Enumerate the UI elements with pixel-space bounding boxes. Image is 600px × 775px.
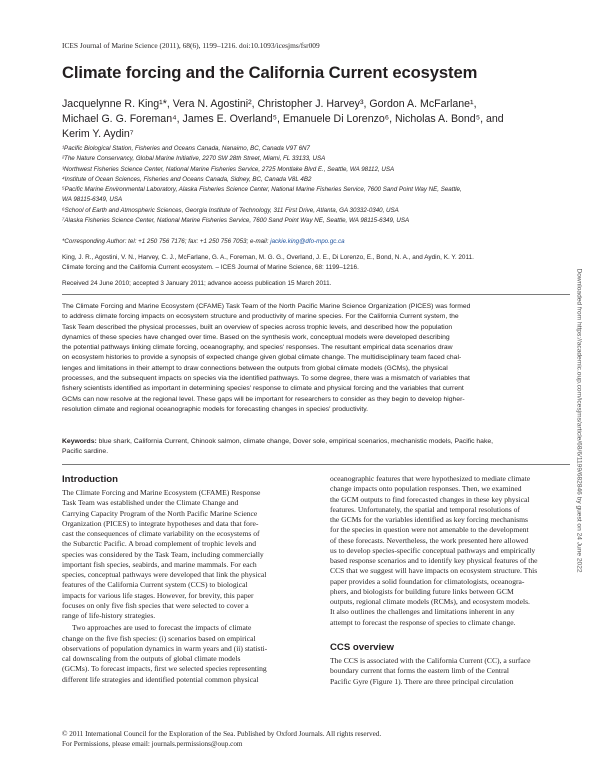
corresponding-email-link[interactable]: jackie.king@dfo-mpo.gc.ca <box>270 238 345 245</box>
body-line: Two approaches are used to forecast the impacts of climate <box>72 623 252 633</box>
body-line: features of the California Current system (CCS) to biological <box>62 580 248 590</box>
body-line: species, conceptual pathways were developed that link the physical <box>62 570 267 579</box>
body-line: focuses on only five fish species that were selected to cover a <box>62 600 249 610</box>
body-line: important fish species, seabirds, and marine mammals. For each <box>62 559 257 569</box>
body-line: the Subarctic Pacific. A broad complement of trophic levels and <box>62 539 257 549</box>
abstract-line: the potential pathways linking climate forcing, oceanography, and species' responses. The resultant empirical data scenarios draw <box>62 344 453 352</box>
corresponding-author-label: *Corresponding Author: tel: +1 250 756 7176; fax: +1 250 756 7053; e-mail: <box>62 238 271 245</box>
keywords-label: Keywords: <box>62 438 97 445</box>
body-line: The Climate Forcing and Marine Ecosystem (CFAME) Response <box>62 488 261 497</box>
body-line: observations of population dynamics in warm years and (ii) statisti- <box>62 643 268 653</box>
abstract-line: processes, and the subsequent impacts on species via the identified pathways. To some degree, there was a mismatch of variables that <box>62 375 470 383</box>
copyright-notice: © 2011 International Council for the Exploration of the Sea. Published by Oxford Journals. All rights reserved. <box>62 730 382 738</box>
author-list <box>62 97 547 142</box>
download-watermark-text: Downloaded from https://academic.oup.com/icesjms/article/68/6/1199/682846 by guest on 24 June 2022 <box>575 267 583 573</box>
citation-line: Climate forcing and the California Current ecosystem. – ICES Journal of Marine Science, 68: 1199–1216. <box>62 264 359 271</box>
body-line: CCS that we suggest will have impacts on ecosystem structure. This <box>330 566 538 576</box>
body-line: cal downscaling from the outputs of global climate models <box>62 654 241 663</box>
abstract-line: resolution climate and regional oceanographic models for forecasting changes in species' productivity. <box>62 405 369 413</box>
affiliation-line: ⁷Alaska Fisheries Science Center, National Marine Fisheries Service, 7600 Sand Point Way NE, Seattle, WA 98115-6349, USA <box>62 217 410 225</box>
body-line: the GCM outputs to find forecasted changes in these key physical <box>330 494 530 504</box>
body-line: based response scenarios and to identify key physical features of the <box>330 556 538 565</box>
body-line: Carrying Capacity Program of the North Pacific Marine Science <box>62 508 258 518</box>
introduction-body <box>62 488 295 685</box>
author-line: Jacquelynne R. King¹*, Vera N. Agostini², Christopher J. Harvey³, Gordon A. McFarlane¹, <box>62 98 477 110</box>
body-line: paper provides a solid foundation for climatologists, oceanogra- <box>330 576 525 586</box>
citation-block <box>62 253 572 273</box>
body-line: attempt to forecast the response of species to climate change. <box>330 617 516 627</box>
ccs-overview-body <box>330 656 563 687</box>
journal-reference: ICES Journal of Marine Science (2011), 68(6), 1199–1216. doi:10.1093/icesjms/fsr009 <box>62 41 320 50</box>
corresponding-author <box>62 238 345 245</box>
affiliation-line: ⁴Institute of Ocean Sciences, Fisheries and Oceans Canada, Sidney, BC, Canada V8L 4B2 <box>62 175 312 183</box>
body-line: phers, and biologists for building future links between GCM <box>330 586 514 596</box>
body-line: oceanographic features that were hypothesized to mediate climate <box>330 474 531 483</box>
author-line: Michael G. G. Foreman⁴, James E. Overland⁵, Emanuele Di Lorenzo⁶, Nicholas A. Bond⁵, and <box>62 113 504 125</box>
abstract-line: to address climate forcing impacts on ecosystem structure and productivity of marine species. For the California Current system, the <box>62 313 459 321</box>
page-footer <box>62 729 381 749</box>
body-line: change impacts onto population responses. Then, we examined <box>330 484 522 494</box>
body-line: different life strategies and identified potential common physical <box>62 674 259 684</box>
body-line: boundary current that forms the eastern limb of the Central <box>330 666 510 676</box>
affiliation-line: ²The Nature Conservancy, Global Marine Initiative, 2270 SW 28th Street, Miami, FL 33133, USA <box>62 155 326 163</box>
abstract-line: Task Team described the physical processes, built an overview of species across trophic levels, and described how the population <box>62 323 453 331</box>
affiliation-line: ³Northwest Fisheries Science Center, National Marine Fisheries Service, 2725 Montlake Blvd E., Seattle, WA 98112, USA <box>62 165 395 173</box>
body-line: features. Unfortunately, the spatial and temporal resolutions of <box>330 504 520 514</box>
body-line: for the species in question were not amenable to the development <box>330 525 529 535</box>
ccs-overview-heading: CCS overview <box>330 642 394 653</box>
body-line: Organization (PICES) to integrate hypotheses and data that fore- <box>62 518 259 528</box>
keywords-text-cont: Pacific sardine. <box>62 448 109 456</box>
affiliation-line: ¹Pacific Biological Station, Fisheries and Oceans Canada, Nanaimo, BC, Canada V9T 6N7 <box>62 145 310 152</box>
abstract-line: The Climate Forcing and Marine Ecosystem (CFAME) Task Team of the North Pacific Marine Science Organization (PICES) was formed <box>62 303 471 310</box>
body-line: change on the five fish species: (i) scenarios based on empirical <box>62 633 256 643</box>
body-line: us to develop species-specific conceptual pathways and empirically <box>330 545 536 555</box>
citation-line: King, J. R., Agostini, V. N., Harvey, C. J., McFarlane, G. A., Foreman, M. G. G., Overland, J. E., Di Lorenzo, E., Bond, N. A., and Aydin, K. Y. 2011. <box>62 254 474 261</box>
abstract-bottom-rule <box>62 464 570 465</box>
right-column-body <box>330 474 563 628</box>
body-line: of these forecasts. Nevertheless, the work presented here allowed <box>330 535 529 545</box>
abstract-line: lenges and limitations in their attempt to draw connections between the outputs from global climate models (GCMs), the physical <box>62 364 448 372</box>
abstract-top-rule <box>62 294 570 295</box>
body-line: species was considered by the Task Team, including commercially <box>62 549 264 559</box>
download-watermark <box>570 205 588 635</box>
body-line: range of life-history strategies. <box>62 611 156 620</box>
body-line: impacts for various life stages. However, for brevity, this paper <box>62 590 254 600</box>
abstract-line: fishery scientists identified as important in determining species' response to climate and physical forcing and the variables that current <box>62 385 464 393</box>
paper-title: Climate forcing and the California Current ecosystem <box>62 63 478 82</box>
affiliation-list <box>62 144 570 226</box>
permissions-notice: For Permissions, please email: journals.permissions@oup.com <box>62 740 243 748</box>
body-line: cast the consequences of climate variability on the ecosystems of <box>62 529 260 538</box>
body-line: The CCS is associated with the California Current (CC), a surface <box>330 656 531 665</box>
affiliation-line: WA 98115-6349, USA <box>62 196 123 204</box>
abstract <box>62 302 572 415</box>
affiliation-line: ⁶School of Earth and Atmospheric Sciences, Georgia Institute of Technology, 311 First Drive, Atlanta, GA 30332-0340, USA <box>62 206 399 214</box>
body-line: the GCMs for the variables identified as key forcing mechanisms <box>330 515 529 524</box>
body-line: Pacific Gyre (Figure 1). There are three principal circulation <box>330 676 514 686</box>
keywords-text: blue shark, California Current, Chinook salmon, climate change, Dover sole, empirical scenarios, mechanistic models, Pacific hake, <box>96 438 494 445</box>
body-line: It also outlines the challenges and limitations inherent in any <box>330 607 515 617</box>
author-line: Kerim Y. Aydin⁷ <box>62 128 134 140</box>
received-dates: Received 24 June 2010; accepted 3 January 2011; advance access publication 15 March 2011. <box>62 280 332 287</box>
abstract-line: dynamics of these species have changed over time. Based on the synthesis work, conceptual models were developed describing <box>62 333 450 341</box>
keywords <box>62 437 572 458</box>
affiliation-line: ⁵Pacific Marine Environmental Laboratory, Alaska Fisheries Science Center, National Marine Fisheries Service, 7600 Sand Point Way NE, Seattle, <box>62 186 462 194</box>
introduction-heading: Introduction <box>62 474 118 485</box>
abstract-line: GCMs can now resolve at the regional level. These gaps will be important for researchers to consider as they begin to develop higher- <box>62 395 465 403</box>
body-line: (GCMs). To forecast impacts, first we selected species representing <box>62 664 267 674</box>
body-line: outputs, regional climate models (RCMs), and ecosystem models. <box>330 597 530 606</box>
body-line: Task Team was established under the Climate Change and <box>62 498 239 508</box>
abstract-line: on ecosystem histories to provide a synopsis of expected change given global climate change. The multidisciplinary team faced chal- <box>62 354 462 362</box>
